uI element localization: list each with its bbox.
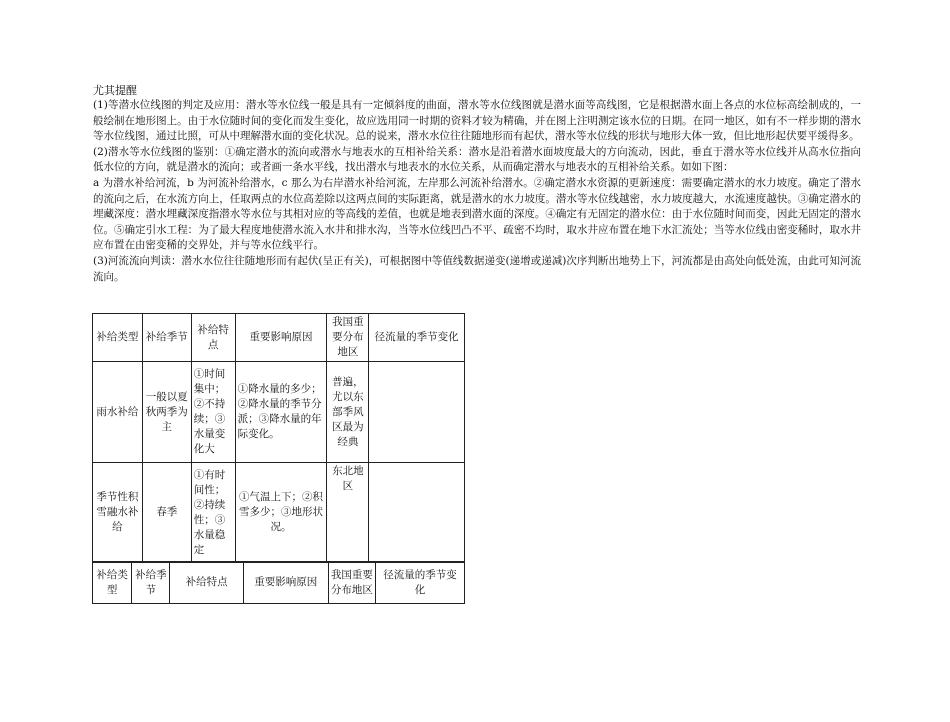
table-cell: 雨水补给 bbox=[93, 362, 143, 463]
table-cell: ①时间集中；②不持续；③水量变化大 bbox=[191, 362, 235, 463]
header-cell: 补给类型 bbox=[93, 562, 132, 604]
header-cell: 重要影响原因 bbox=[235, 314, 327, 362]
header-cell: 补给类型 bbox=[93, 314, 143, 362]
table-cell: 一般以夏秋两季为主 bbox=[142, 362, 191, 463]
paragraph-1: (1)等潜水位线图的判定及应用：潜水等水位线一般是具有一定倾斜度的曲面，潜水等水位线图就是潜水面等高线图，它是根据潜水面上各点的水位标高绘制成的，一般绘制在地形图上。由于水位随时间的变化而发生变化，故应选用同一时期的资料才较为精确，并在图上注明测定该水位的日期。在同一地区，如有不一样步期的潜水等水位线图，通过比照，可从中理解潜水面的变化状况。总的说来，潜水水位往往随地形而有起伏，潜水等水位线的形状与地形大体一致，但比地形起伏要平缓得多。 bbox=[93, 99, 861, 143]
section-heading: 尤其提醒 bbox=[93, 84, 137, 97]
table-cell: ①气温上下；②积雪多少；③地形状况。 bbox=[235, 463, 327, 563]
header-cell: 我国重要分布地区 bbox=[328, 562, 376, 604]
header-cell: 补给季节 bbox=[132, 562, 170, 604]
paragraph-3: a 为潜水补给河流，b 为河流补给潜水，c 那么为右岸潜水补给河流，左岸那么河流补给潜水。②确定潜水水资源的更新速度：需要确定潜水的水力坡度。确定了潜水的流向之后，在水流方向上，任取两点的水位高差除以这两点间的实际距离，就是潜水的水力坡度。潜水等水位线越密，水力坡度越大，水流速度越快。③确定潜水的埋藏深度：潜水埋藏深度指潜水等水位与其相对应的等高线的差值，也就是地表到潜水面的深度。④确定有无固定的潜水位：由于水位随时间而变，因此无固定的潜水位。⑤确定引水工程：为了最大程度地使潜水流入水井和排水沟，当等水位线凹凸不平、疏密不均时，取水井应布置在地下水汇流处；当等水位线由密变稀时，取水井应布置在由密变稀的交界处，并与等水位线平行。 bbox=[93, 176, 861, 252]
header-cell: 补给特点 bbox=[170, 562, 243, 604]
paragraph-2: (2)潜水等水位线图的鉴别：①确定潜水的流向或潜水与地表水的互相补给关系：潜水是沿着潜水面坡度最大的方向流动，因此，垂直于潜水等水位线并从高水位指向低水位的方向，就是潜水的流向；或者画一条水平线，找出潜水与地表水的水位关系，从而确定潜水与地表水的互相补给关系。如如下图： bbox=[93, 145, 861, 174]
header-cell: 重要影响原因 bbox=[243, 562, 328, 604]
table-row bbox=[93, 463, 465, 563]
table-cell: ①降水量的多少；②降水量的季节分派；③降水量的年际变化。 bbox=[235, 362, 327, 463]
table-cell: 季节性积雪融水补给 bbox=[93, 463, 143, 563]
header-cell: 补给季节 bbox=[142, 314, 191, 362]
header-cell: 我国重要分布地区 bbox=[327, 314, 369, 362]
table-cell bbox=[369, 463, 465, 563]
table-row bbox=[93, 362, 465, 463]
table-header-row bbox=[93, 314, 465, 362]
header-cell: 径流量的季节变化 bbox=[369, 314, 465, 362]
table-cell: 东北地区 bbox=[327, 463, 369, 563]
header-cell: 径流量的季节变化 bbox=[376, 562, 465, 604]
water-supply-table bbox=[92, 313, 465, 563]
water-supply-table-continued bbox=[92, 561, 465, 604]
paragraph-4: (3)河流流向判读：潜水水位往往随地形而有起伏(呈正有关)，可根据图中等值线数据递变(递增或递减)次序判断出地势上下，河流都是由高处向低处流，由此可知河流流向。 bbox=[93, 254, 861, 283]
header-cell: 补给特点 bbox=[191, 314, 235, 362]
table-cell: 春季 bbox=[142, 463, 191, 563]
table-header-row bbox=[93, 562, 465, 604]
table-cell: 普遍，尤以东部季风区最为经典 bbox=[327, 362, 369, 463]
table-cell bbox=[369, 362, 465, 463]
table-cell: ①有时间性；②持续性；③水量稳定 bbox=[191, 463, 235, 563]
document-body bbox=[93, 83, 861, 285]
